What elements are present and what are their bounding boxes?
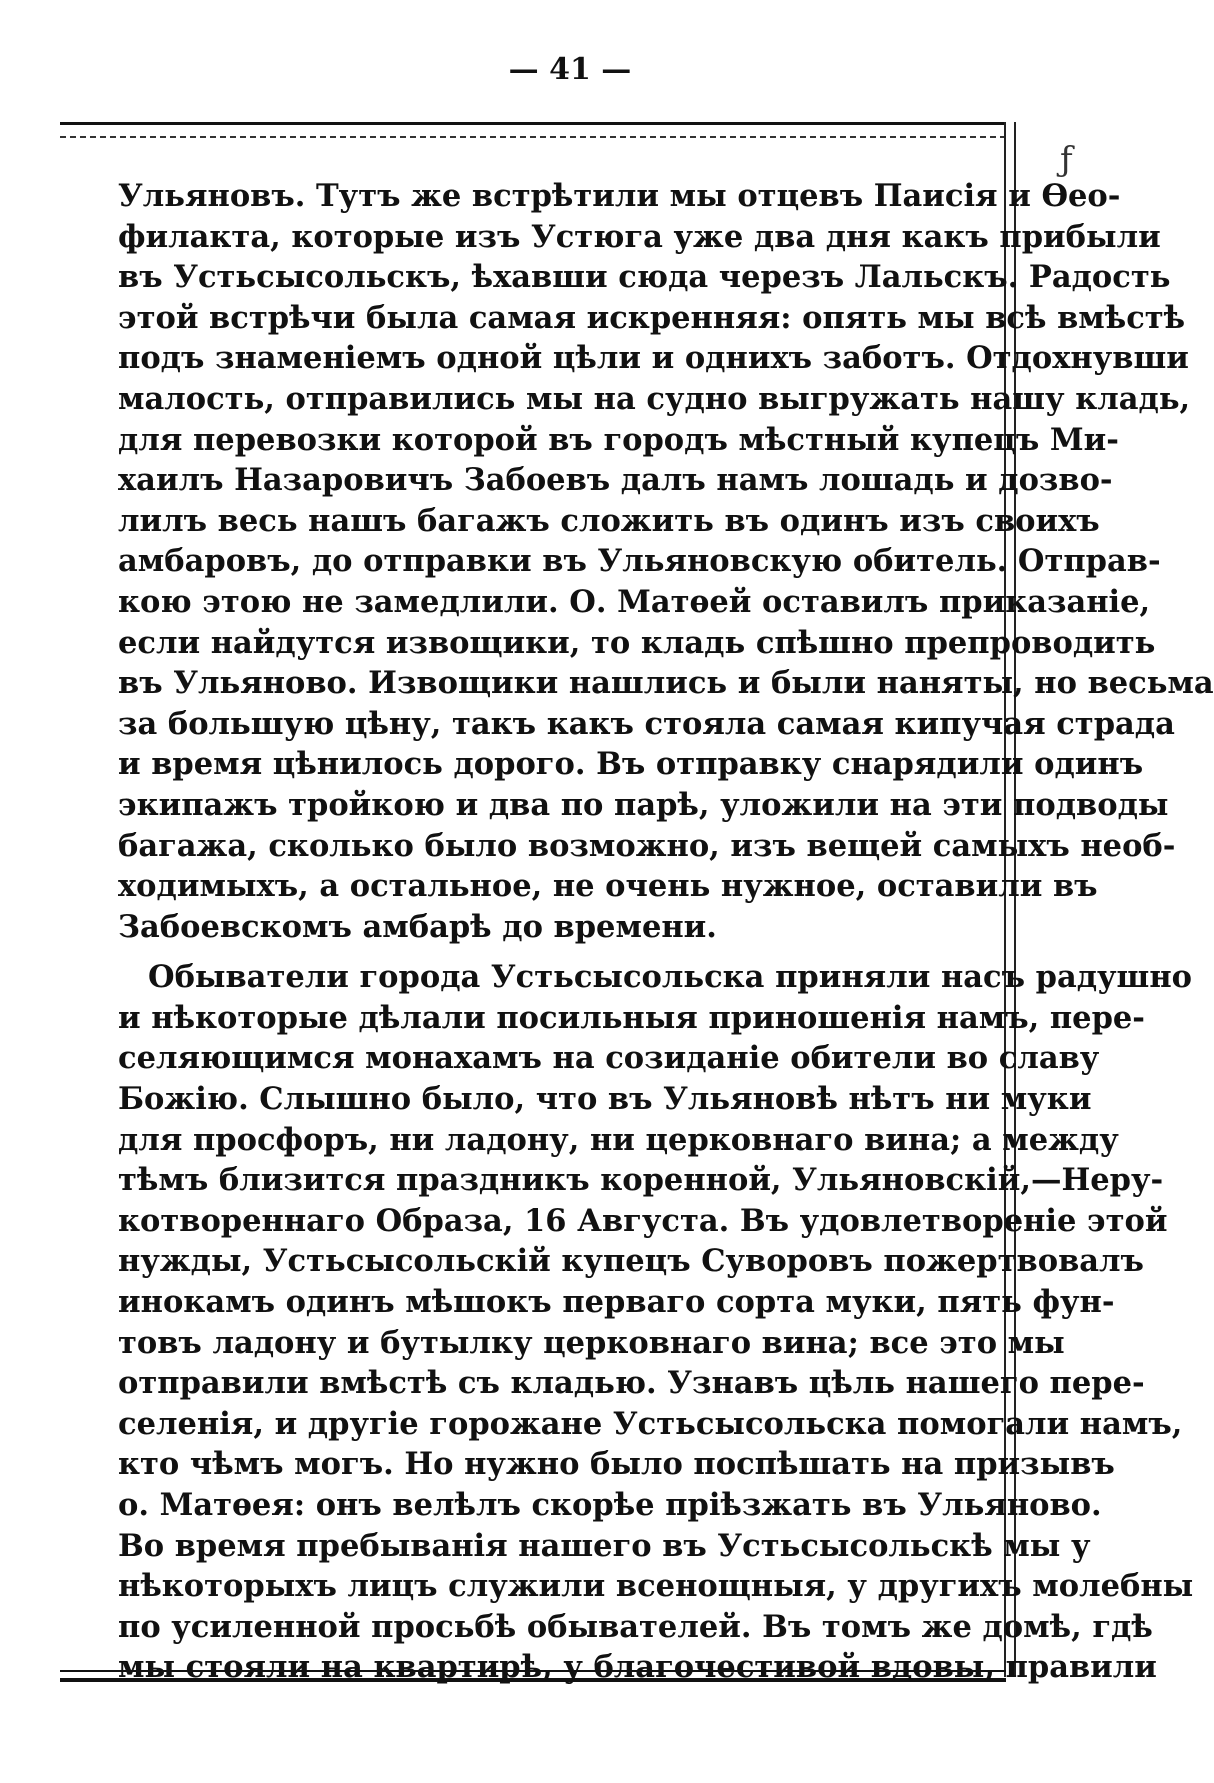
text-line: тѣмъ близится праздникъ коренной, Ульяновскій,—Неру- [118,1162,1164,1199]
text-line: о. Матѳея: онъ велѣлъ скорѣе пріѣзжать въ Ульяново. [118,1487,1102,1523]
text-line: по усиленной просьбѣ обывателей. Въ томъ же домѣ, гдѣ [118,1608,1153,1645]
text-line: за большую цѣну, такъ какъ стояла самая кипучая страда [118,705,1175,742]
text-line: котвореннаго Образа, 16 Августа. Въ удовлетвореніе этой [118,1202,1168,1239]
text-line: нѣкоторыхъ лицъ служили всенощныя, у другихъ молебны [118,1568,1194,1605]
text-line: Ульяновъ. Тутъ же встрѣтили мы отцевъ Паисія и Ѳео- [118,178,1121,214]
text-line: мы стояли на квартирѣ, у благочестивой вдовы, правили [118,1649,1157,1686]
text-line: малость, отправились мы на судно выгружать нашу кладь, [118,380,1191,417]
text-line: и время цѣнилось дорого. Въ отправку снарядили одинъ [118,746,1144,783]
text-line: инокамъ одинъ мѣшокъ перваго сорта муки, пять фун- [118,1284,1115,1321]
text-line: багажа, сколько было возможно, изъ вещей самыхъ необ- [118,827,1176,864]
text-line: кто чѣмъ могъ. Но нужно было поспѣшать на призывъ [118,1446,1115,1483]
paragraph [118,176,1214,947]
text-line: Божію. Слышно было, что въ Ульяновѣ нѣтъ ни муки [118,1081,1092,1118]
text-line: для просфоръ, ни ладону, ни церковнаго вина; а между [118,1121,1119,1158]
text-body [118,176,1214,1688]
text-line: отправили вмѣстѣ съ кладью. Узнавъ цѣль нашего пере- [118,1365,1145,1402]
text-line: амбаровъ, до отправки въ Ульяновскую обитель. Отправ- [118,543,1161,580]
text-line: Обыватели города Устьсысольска приняли насъ радушно [148,959,1192,996]
text-line: лилъ весь нашъ багажъ сложить въ одинъ изъ своихъ [118,502,1100,539]
text-line: если найдутся извощики, то кладь спѣшно препроводить [118,624,1156,661]
text-line: для перевозки которой въ городъ мѣстный купецъ Ми- [118,421,1119,458]
text-line: селенія, и другіе горожане Устьсысольска помогали намъ, [118,1405,1183,1442]
text-line: товъ ладону и бутылку церковнаго вина; все это мы [118,1324,1065,1361]
text-line: филакта, которые изъ Устюга уже два дня какъ прибыли [118,218,1161,255]
text-line: кою этою не замедлили. О. Матѳей оставилъ приказаніе, [118,583,1151,620]
text-line: и нѣкоторые дѣлали посильныя приношенія намъ, пере- [118,999,1145,1036]
text-line: въ Ульяново. Извощики нашлись и были наняты, но весьма [118,665,1214,702]
text-line: нужды, Устьсысольскій купецъ Суворовъ пожертвовалъ [118,1243,1144,1280]
text-line: въ Устьсысольскъ, ѣхавши сюда черезъ Лальскъ. Радость [118,259,1171,296]
text-line: Забоевскомъ амбарѣ до времени. [118,908,717,945]
text-line: экипажъ тройкою и два по парѣ, уложили на эти подводы [118,786,1169,823]
text-line: ходимыхъ, а остальное, не очень нужное, оставили въ [118,868,1098,905]
top-border-rule [60,122,1006,144]
text-line: Во время пребыванія нашего въ Устьсысольскѣ мы у [118,1527,1091,1564]
margin-mark: ƒ [1060,140,1073,180]
text-line: селяющимся монахамъ на созиданіе обители во славу [118,1040,1100,1077]
page-number: — 41 — [508,52,632,87]
paragraph [118,957,1194,1688]
text-line: хаилъ Назаровичъ Забоевъ далъ намъ лошадь и дозво- [118,462,1113,499]
text-line: этой встрѣчи была самая искренняя: опять мы всѣ вмѣстѣ [118,299,1186,336]
text-line: подъ знаменіемъ одной цѣли и однихъ заботъ. Отдохнувши [118,340,1189,377]
